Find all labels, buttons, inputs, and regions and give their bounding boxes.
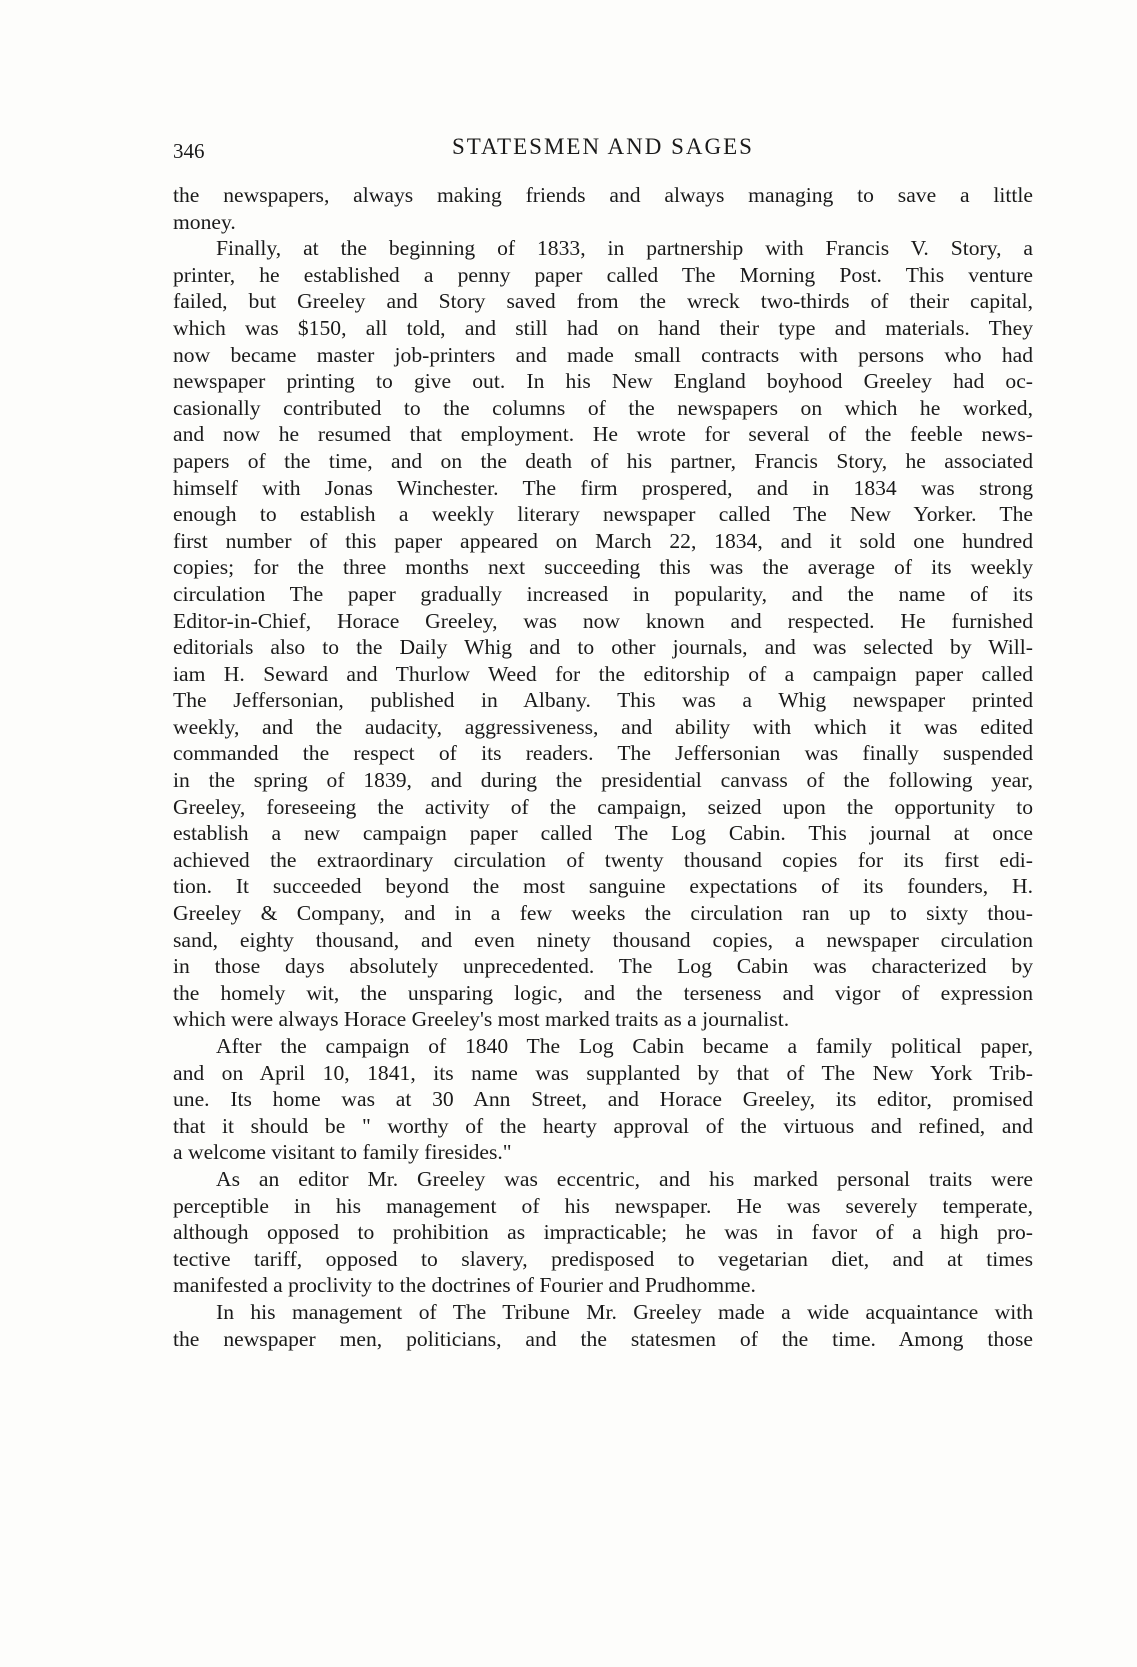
text-line: newspaper printing to give out. In his New England boyhood Greeley had oc-: [173, 369, 1033, 394]
text-line: perceptible in his management of his newspaper. He was severely temperate,: [173, 1193, 1033, 1218]
text-line: sand, eighty thousand, and even ninety thousand copies, a newspaper circulation: [173, 927, 1033, 952]
text-line: weekly, and the audacity, aggressiveness, and ability with which it was edited: [173, 714, 1033, 739]
text-line: tective tariff, opposed to slavery, predisposed to vegetarian diet, and at times: [173, 1246, 1033, 1271]
text-line: which were always Horace Greeley's most marked traits as a journalist.: [173, 1007, 790, 1032]
text-line: commanded the respect of its readers. The Jeffersonian was finally suspended: [173, 741, 1033, 766]
text-line: Finally, at the beginning of 1833, in partnership with Francis V. Story, a: [216, 236, 1033, 261]
text-line: printer, he established a penny paper called The Morning Post. This venture: [173, 262, 1033, 287]
text-line: copies; for the three months next succeeding this was the average of its weekly: [173, 555, 1033, 580]
text-line: now became master job-printers and made small contracts with persons who had: [173, 342, 1033, 367]
text-line: which was $150, all told, and still had on hand their type and materials. They: [173, 315, 1033, 340]
page-header: [173, 134, 1033, 168]
body-text: [173, 182, 1033, 1352]
text-line: and now he resumed that employment. He wrote for several of the feeble news-: [173, 422, 1033, 447]
text-line: enough to establish a weekly literary newspaper called The New Yorker. The: [173, 502, 1033, 527]
text-line: that it should be " worthy of the hearty approval of the virtuous and refined, and: [173, 1113, 1033, 1138]
text-line: in the spring of 1839, and during the presidential canvass of the following year,: [173, 768, 1033, 793]
text-line: After the campaign of 1840 The Log Cabin became a family political paper,: [216, 1034, 1033, 1058]
text-line: casionally contributed to the columns of the newspapers on which he worked,: [173, 395, 1033, 420]
text-line: first number of this paper appeared on March 22, 1834, and it sold one hundred: [173, 528, 1033, 553]
text-line: iam H. Seward and Thurlow Weed for the editorship of a campaign paper called: [173, 661, 1033, 686]
text-line: in those days absolutely unprecedented. The Log Cabin was characterized by: [173, 954, 1033, 979]
text-line: circulation The paper gradually increased in popularity, and the name of its: [173, 581, 1033, 606]
text-line: As an editor Mr. Greeley was eccentric, and his marked personal traits were: [216, 1166, 1033, 1191]
text-line: the newspaper men, politicians, and the statesmen of the time. Among those: [173, 1326, 1033, 1351]
running-head: STATESMEN AND SAGES: [452, 134, 754, 159]
text-line: the homely wit, the unsparing logic, and the terseness and vigor of expression: [173, 980, 1033, 1005]
text-line: The Jeffersonian, published in Albany. This was a Whig newspaper printed: [173, 688, 1033, 713]
text-line: In his management of The Tribune Mr. Greeley made a wide acquaintance with: [216, 1299, 1033, 1324]
text-line: une. Its home was at 30 Ann Street, and Horace Greeley, its editor, promised: [173, 1087, 1033, 1112]
text-line: himself with Jonas Winchester. The firm prospered, and in 1834 was strong: [173, 475, 1033, 500]
text-line: a welcome visitant to family firesides.": [173, 1140, 512, 1165]
text-line: tion. It succeeded beyond the most sanguine expectations of its founders, H.: [173, 874, 1033, 899]
text-line: Greeley & Company, and in a few weeks the circulation ran up to sixty thou-: [173, 901, 1033, 926]
text-line: although opposed to prohibition as impracticable; he was in favor of a high pro-: [173, 1220, 1033, 1245]
text-line: manifested a proclivity to the doctrines of Fourier and Prudhomme.: [173, 1273, 756, 1298]
page-number: 346: [173, 139, 205, 163]
text-line: achieved the extraordinary circulation of twenty thousand copies for its first edi-: [173, 847, 1033, 872]
text-line: the newspapers, always making friends and always managing to save a little: [173, 183, 1033, 207]
text-line: Editor-in-Chief, Horace Greeley, was now known and respected. He furnished: [173, 608, 1033, 633]
text-line: papers of the time, and on the death of his partner, Francis Story, he associated: [173, 448, 1033, 473]
text-line: money.: [173, 209, 236, 234]
text-line: Greeley, foreseeing the activity of the campaign, seized upon the opportunity to: [173, 794, 1033, 819]
text-line: editorials also to the Daily Whig and to other journals, and was selected by Will-: [173, 635, 1033, 660]
text-line: and on April 10, 1841, its name was supplanted by that of The New York Trib-: [173, 1060, 1033, 1085]
text-line: establish a new campaign paper called The Log Cabin. This journal at once: [173, 821, 1033, 846]
text-line: failed, but Greeley and Story saved from the wreck two-thirds of their capital,: [173, 289, 1033, 314]
